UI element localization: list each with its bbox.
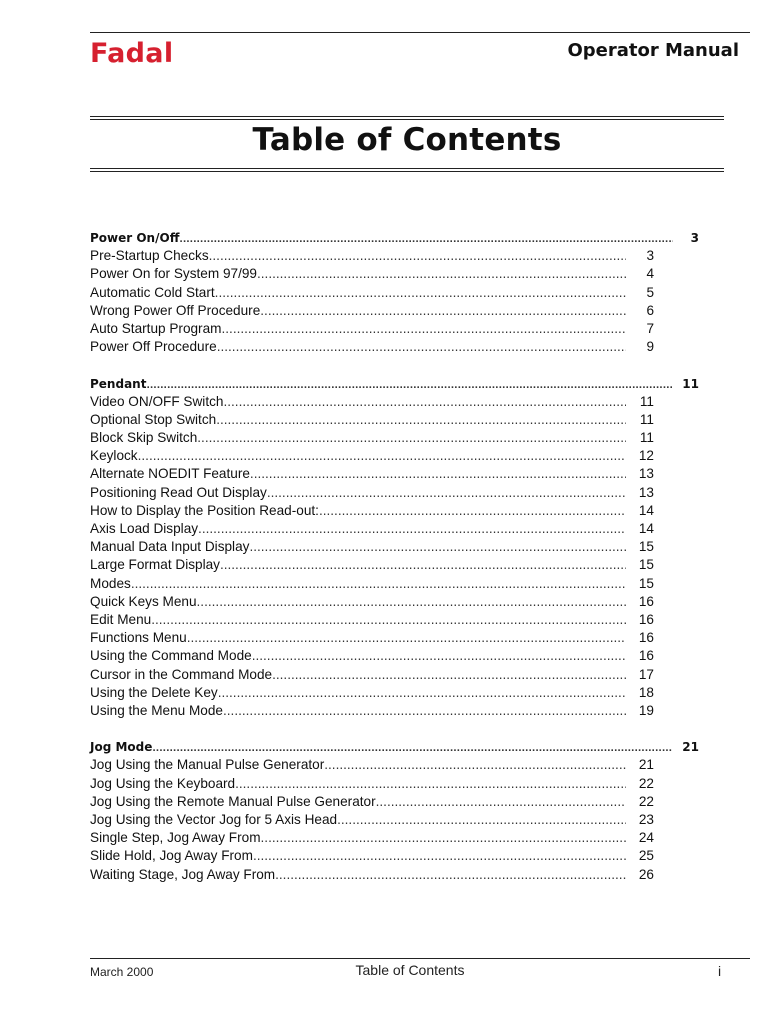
toc-entry[interactable] <box>90 847 702 865</box>
toc-entry[interactable] <box>90 866 702 884</box>
dot-leader <box>337 811 626 829</box>
toc-entry[interactable] <box>90 829 702 847</box>
toc-entry-page: 15 <box>638 575 654 591</box>
toc-entry-title: Power Off Procedure <box>90 339 217 355</box>
dot-leader <box>151 611 626 629</box>
toc-entry-page: 15 <box>638 557 654 573</box>
toc-entry[interactable] <box>90 593 702 611</box>
toc-entry-title: Functions Menu <box>90 630 187 646</box>
dot-leader <box>197 593 626 611</box>
toc-entry[interactable] <box>90 484 702 502</box>
footer-date: March 2000 <box>90 965 154 979</box>
toc-entry-page: 22 <box>638 775 654 791</box>
dot-leader <box>223 393 626 411</box>
toc-entry[interactable] <box>90 556 702 574</box>
toc-entry[interactable] <box>90 393 702 411</box>
dot-leader <box>272 666 626 684</box>
toc-section[interactable] <box>90 738 702 756</box>
dot-leader <box>252 647 626 665</box>
dot-leader <box>216 411 626 429</box>
dot-leader <box>215 284 626 302</box>
toc-entry-title: How to Display the Position Read-out: <box>90 502 319 518</box>
toc-entry-title: Pre-Startup Checks <box>90 248 209 264</box>
toc-entry-page: 25 <box>638 848 654 864</box>
table-of-contents <box>90 229 702 884</box>
dot-leader <box>223 702 626 720</box>
toc-entry[interactable] <box>90 775 702 793</box>
toc-entry-page: 4 <box>646 266 654 282</box>
toc-section[interactable] <box>90 375 702 393</box>
toc-entry-page: 9 <box>646 339 654 355</box>
title-top-double-rule <box>90 116 724 120</box>
toc-section-page: 21 <box>682 740 699 755</box>
dot-leader <box>131 575 626 593</box>
toc-entry[interactable] <box>90 447 702 465</box>
dot-leader <box>217 338 626 356</box>
dot-leader <box>198 520 626 538</box>
toc-entry-title: Using the Command Mode <box>90 648 252 664</box>
toc-entry-page: 6 <box>646 302 654 318</box>
toc-entry[interactable] <box>90 666 702 684</box>
toc-entry[interactable] <box>90 538 702 556</box>
toc-entry-page: 18 <box>638 684 654 700</box>
footer-page-number: i <box>718 963 722 979</box>
toc-entry[interactable] <box>90 684 702 702</box>
dot-leader <box>376 793 626 811</box>
toc-entry[interactable] <box>90 411 702 429</box>
toc-entry[interactable] <box>90 302 702 320</box>
toc-entry-page: 17 <box>638 666 654 682</box>
toc-entry[interactable] <box>90 247 702 265</box>
toc-entry-page: 16 <box>638 611 654 627</box>
footer-title: Table of Contents <box>355 962 465 978</box>
toc-entry-title: Large Format Display <box>90 557 220 573</box>
toc-entry-page: 24 <box>638 830 654 846</box>
toc-entry-page: 11 <box>639 393 654 409</box>
toc-entry[interactable] <box>90 756 702 774</box>
toc-entry-page: 19 <box>638 702 654 718</box>
toc-entry-title: Jog Using the Keyboard <box>90 775 236 791</box>
toc-entry-page: 26 <box>638 866 654 882</box>
dot-leader <box>218 684 626 702</box>
toc-entry-page: 14 <box>638 521 654 536</box>
toc-entry[interactable] <box>90 320 702 338</box>
toc-entry-page: 11 <box>639 430 654 446</box>
toc-entry-title: Power On for System 97/99 <box>90 266 257 282</box>
toc-entry[interactable] <box>90 338 702 356</box>
toc-entry-page: 5 <box>646 284 654 300</box>
toc-entry-title: Jog Using the Vector Jog for 5 Axis Head <box>90 812 338 827</box>
toc-entry-title: Jog Using the Manual Pulse Generator <box>90 757 325 773</box>
toc-entry-title: Using the Menu Mode <box>90 702 223 718</box>
dot-leader <box>138 447 626 465</box>
page-title: Table of Contents <box>252 122 562 158</box>
dot-leader <box>249 538 626 556</box>
section-spacer <box>90 720 702 738</box>
dot-leader <box>261 829 626 847</box>
toc-entry[interactable] <box>90 429 702 447</box>
toc-entry[interactable] <box>90 611 702 629</box>
toc-entry-title: Jog Using the Remote Manual Pulse Generator <box>90 793 376 809</box>
toc-entry-title: Modes <box>90 575 131 591</box>
toc-entry[interactable] <box>90 284 702 302</box>
dot-leader <box>197 429 626 447</box>
toc-entry[interactable] <box>90 793 702 811</box>
toc-entry-title: Video ON/OFF Switch <box>90 393 224 409</box>
toc-entry-page: 14 <box>638 502 654 518</box>
dot-leader <box>324 756 626 774</box>
toc-entry-title: Manual Data Input Display <box>90 539 250 555</box>
toc-entry-title: Single Step, Jog Away From <box>90 830 261 846</box>
toc-entry[interactable] <box>90 465 702 483</box>
toc-section-title: Power On/Off <box>90 231 180 245</box>
toc-entry-title: Waiting Stage, Jog Away From <box>90 866 276 882</box>
dot-leader <box>220 556 626 574</box>
toc-entry[interactable] <box>90 647 702 665</box>
toc-entry-title: Optional Stop Switch <box>90 411 217 427</box>
toc-entry-title: Quick Keys Menu <box>90 593 197 609</box>
toc-entry[interactable] <box>90 702 702 720</box>
toc-entry-title: Automatic Cold Start <box>90 284 215 300</box>
toc-entry-page: 16 <box>638 630 654 646</box>
dot-leader <box>250 465 626 483</box>
toc-entry-title: Alternate NOEDIT Feature <box>90 466 250 482</box>
toc-entry-page: 3 <box>646 248 654 264</box>
dot-leader <box>253 847 626 865</box>
toc-entry[interactable] <box>90 811 702 829</box>
toc-entry-title: Using the Delete Key <box>90 684 218 700</box>
toc-entry-page: 23 <box>638 812 654 827</box>
toc-entry-page: 16 <box>638 648 654 664</box>
toc-entry-page: 12 <box>638 448 654 464</box>
toc-entry-title: Edit Menu <box>90 611 152 627</box>
toc-entry-title: Block Skip Switch <box>90 430 198 446</box>
toc-entry[interactable] <box>90 502 702 520</box>
dot-leader <box>257 265 626 283</box>
toc-section-page: 3 <box>690 231 699 245</box>
toc-entry[interactable] <box>90 575 702 593</box>
toc-entry-page: 11 <box>639 411 654 427</box>
dot-leader <box>260 302 626 320</box>
fadal-logo: Fadal <box>90 38 174 69</box>
toc-entry-page: 16 <box>638 593 654 609</box>
toc-entry-title: Positioning Read Out Display <box>90 484 267 500</box>
toc-entry-title: Cursor in the Command Mode <box>90 666 273 682</box>
dot-leader <box>319 502 626 520</box>
toc-entry-page: 21 <box>638 757 654 773</box>
header-top-rule <box>90 32 750 33</box>
toc-section-page: 11 <box>682 376 699 391</box>
toc-entry-page: 13 <box>638 466 654 482</box>
footer-rule <box>90 958 750 959</box>
toc-section-title: Pendant <box>90 376 147 391</box>
toc-entry-title: Keylock <box>90 448 138 464</box>
toc-entry-title: Slide Hold, Jog Away From <box>90 848 253 864</box>
toc-entry-page: 7 <box>646 320 654 336</box>
toc-entry-title: Axis Load Display <box>90 521 199 536</box>
toc-entry-page: 13 <box>638 484 654 500</box>
toc-entry-page: 22 <box>638 793 654 809</box>
dot-leader <box>209 247 626 265</box>
toc-entry[interactable] <box>90 520 702 538</box>
toc-entry-page: 15 <box>638 539 654 555</box>
dot-leader <box>267 484 626 502</box>
section-spacer <box>90 356 702 374</box>
toc-entry[interactable] <box>90 265 702 283</box>
dot-leader <box>275 866 626 884</box>
toc-entry-title: Wrong Power Off Procedure <box>90 302 261 318</box>
dot-leader <box>187 629 626 647</box>
toc-section-title: Jog Mode <box>90 740 153 755</box>
dot-leader <box>235 775 626 793</box>
dot-leader <box>221 320 626 338</box>
toc-entry-title: Auto Startup Program <box>90 320 222 336</box>
toc-entry[interactable] <box>90 629 702 647</box>
title-bottom-double-rule <box>90 168 724 172</box>
manual-title: Operator Manual <box>567 40 739 61</box>
toc-section[interactable] <box>90 229 702 247</box>
